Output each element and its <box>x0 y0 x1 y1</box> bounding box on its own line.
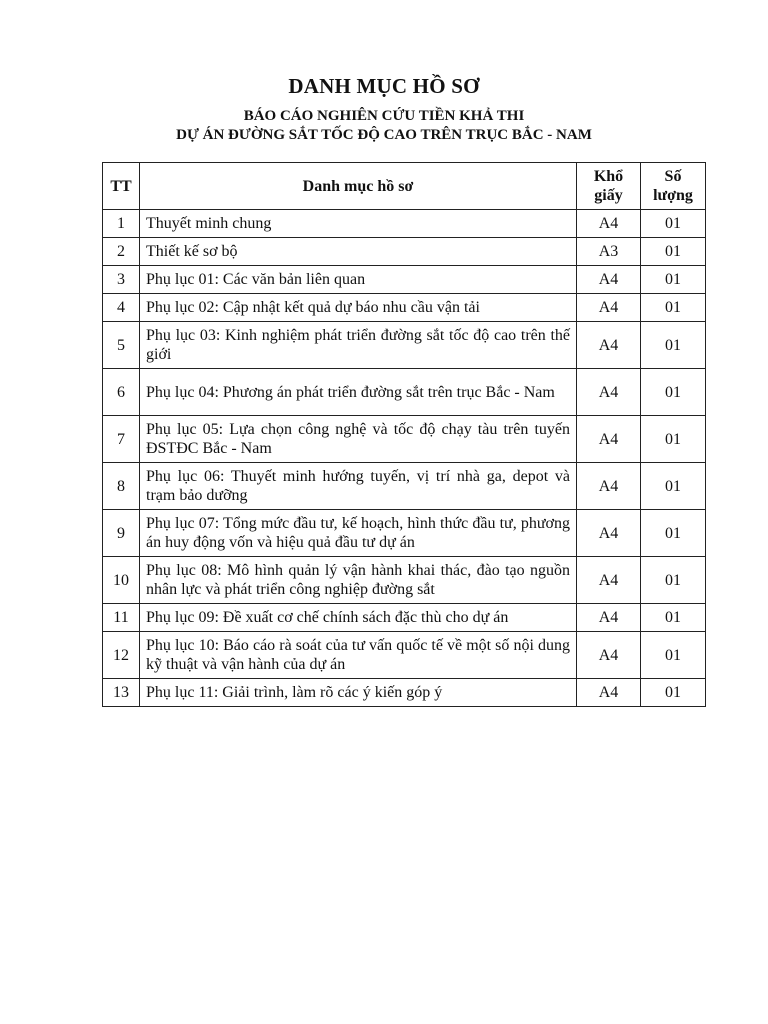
row-document-name: Phụ lục 03: Kinh nghiệm phát triển đường sắt tốc độ cao trên thế giới <box>140 322 577 369</box>
table-header-row <box>103 163 706 210</box>
row-number: 13 <box>103 679 140 707</box>
row-number: 7 <box>103 416 140 463</box>
table-row <box>103 266 706 294</box>
row-quantity: 01 <box>641 238 706 266</box>
row-number: 3 <box>103 266 140 294</box>
row-quantity: 01 <box>641 266 706 294</box>
row-document-name: Phụ lục 06: Thuyết minh hướng tuyến, vị trí nhà ga, depot và trạm bảo dưỡng <box>140 463 577 510</box>
document-subtitle-report: BÁO CÁO NGHIÊN CỨU TIỀN KHẢ THI <box>243 108 525 124</box>
row-paper-size: A4 <box>577 632 641 679</box>
row-number: 2 <box>103 238 140 266</box>
row-paper-size: A4 <box>577 557 641 604</box>
row-document-name: Phụ lục 01: Các văn bản liên quan <box>140 266 577 294</box>
row-number: 12 <box>103 632 140 679</box>
row-quantity: 01 <box>641 510 706 557</box>
row-number: 4 <box>103 294 140 322</box>
row-paper-size: A4 <box>577 322 641 369</box>
table-row <box>103 463 706 510</box>
table-row <box>103 294 706 322</box>
row-quantity: 01 <box>641 463 706 510</box>
row-paper-size: A4 <box>577 210 641 238</box>
row-document-name: Phụ lục 08: Mô hình quản lý vận hành khai thác, đào tạo nguồn nhân lực và phát triển công nghiệp đường sắt <box>140 557 577 604</box>
header-paper-size: Khổ giấy <box>577 163 641 210</box>
row-quantity: 01 <box>641 416 706 463</box>
header-tt: TT <box>103 163 140 210</box>
row-document-name: Thuyết minh chung <box>140 210 577 238</box>
row-document-name: Phụ lục 11: Giải trình, làm rõ các ý kiến góp ý <box>140 679 577 707</box>
table-row <box>103 604 706 632</box>
row-quantity: 01 <box>641 294 706 322</box>
row-quantity: 01 <box>641 632 706 679</box>
row-quantity: 01 <box>641 604 706 632</box>
row-document-name: Phụ lục 04: Phương án phát triển đường sắt trên trục Bắc - Nam <box>140 369 577 416</box>
row-paper-size: A4 <box>577 294 641 322</box>
table-row <box>103 557 706 604</box>
row-paper-size: A4 <box>577 463 641 510</box>
table-row <box>103 416 706 463</box>
row-number: 10 <box>103 557 140 604</box>
row-document-name: Thiết kế sơ bộ <box>140 238 577 266</box>
row-paper-size: A4 <box>577 266 641 294</box>
document-title: DANH MỤC HỒ SƠ <box>288 74 480 98</box>
row-document-name: Phụ lục 10: Báo cáo rà soát của tư vấn quốc tế về một số nội dung kỹ thuật và vận hành của dự án <box>140 632 577 679</box>
row-quantity: 01 <box>641 369 706 416</box>
table-row <box>103 322 706 369</box>
header-quantity: Số lượng <box>641 163 706 210</box>
row-quantity: 01 <box>641 557 706 604</box>
row-paper-size: A4 <box>577 679 641 707</box>
row-paper-size: A4 <box>577 369 641 416</box>
row-document-name: Phụ lục 05: Lựa chọn công nghệ và tốc độ chạy tàu trên tuyến ĐSTĐC Bắc - Nam <box>140 416 577 463</box>
row-number: 6 <box>103 369 140 416</box>
row-document-name: Phụ lục 07: Tổng mức đầu tư, kế hoạch, hình thức đầu tư, phương án huy động vốn và hiệu quả đầu tư dự án <box>140 510 577 557</box>
row-paper-size: A3 <box>577 238 641 266</box>
row-number: 9 <box>103 510 140 557</box>
table-row <box>103 210 706 238</box>
header-name: Danh mục hồ sơ <box>140 163 577 210</box>
row-number: 11 <box>103 604 140 632</box>
table-row <box>103 632 706 679</box>
row-paper-size: A4 <box>577 510 641 557</box>
table-row <box>103 238 706 266</box>
table-row <box>103 369 706 416</box>
row-number: 5 <box>103 322 140 369</box>
row-quantity: 01 <box>641 679 706 707</box>
row-number: 8 <box>103 463 140 510</box>
document-list-table <box>102 162 706 707</box>
row-number: 1 <box>103 210 140 238</box>
table-row <box>103 679 706 707</box>
row-document-name: Phụ lục 09: Đề xuất cơ chế chính sách đặc thù cho dự án <box>140 604 577 632</box>
row-quantity: 01 <box>641 322 706 369</box>
row-document-name: Phụ lục 02: Cập nhật kết quả dự báo nhu cầu vận tải <box>140 294 577 322</box>
table-row <box>103 510 706 557</box>
row-paper-size: A4 <box>577 416 641 463</box>
row-paper-size: A4 <box>577 604 641 632</box>
row-quantity: 01 <box>641 210 706 238</box>
document-subtitle-project: DỰ ÁN ĐƯỜNG SẮT TỐC ĐỘ CAO TRÊN TRỤC BẮC - NAM <box>176 127 592 143</box>
